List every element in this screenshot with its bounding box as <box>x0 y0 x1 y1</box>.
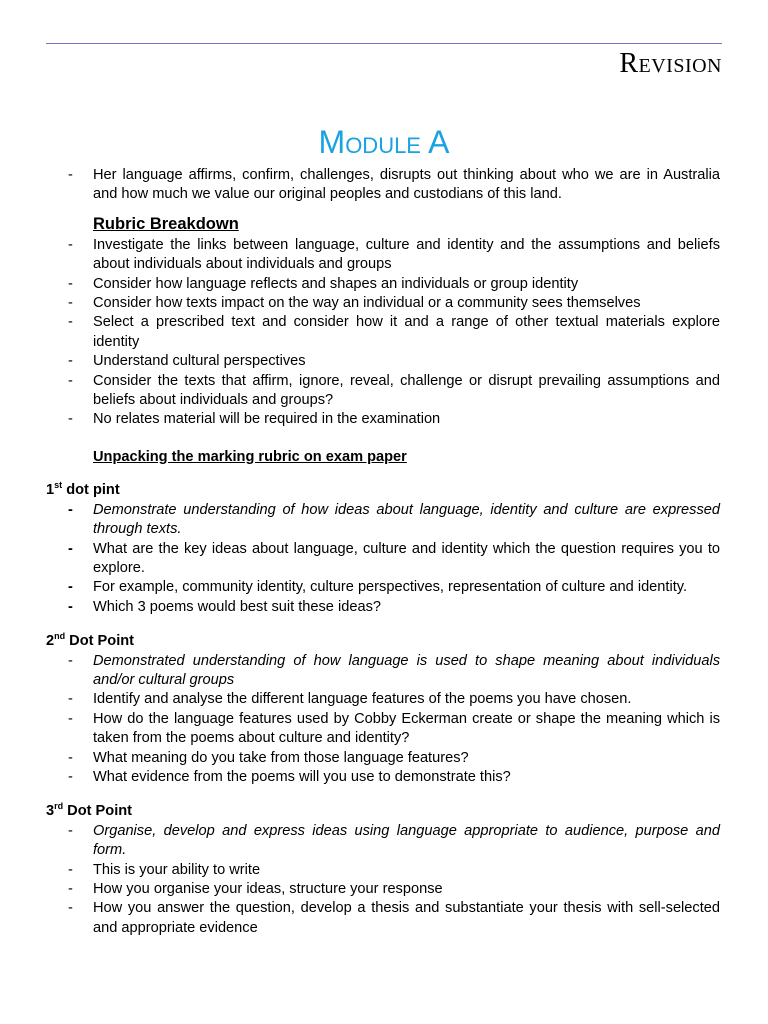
dot-point-1-heading: 1st dot pint <box>46 480 120 499</box>
bullet-dash: - <box>68 275 73 292</box>
bullet-dash: - <box>68 579 73 596</box>
list-item: - Demonstrated understanding of how language is used to shape meaning about individuals and/or cultural groups <box>68 652 720 688</box>
list-item: - Demonstrate understanding of how ideas about language, identity and culture are expressed through texts. <box>68 501 720 538</box>
list-item: - Investigate the links between language, culture and identity and the assumptions and beliefs about individuals about individuals and groups <box>68 236 720 273</box>
bullet-dash: - <box>68 691 73 708</box>
intro-list <box>46 166 720 205</box>
document-body <box>46 166 720 938</box>
bullet-dash: - <box>68 710 73 727</box>
bullet-dash: - <box>68 353 73 370</box>
rubric-heading: Rubric Breakdown <box>93 214 239 233</box>
dot-point-1-list <box>46 501 720 617</box>
bullet-dash: - <box>68 900 73 917</box>
list-item: - Consider how texts impact on the way an individual or a community sees themselves <box>46 294 720 313</box>
list-item: - What are the key ideas about language, culture and identity which the question requires you to explore. <box>68 540 720 576</box>
bullet-dash: - <box>68 861 73 878</box>
header-title: Revision <box>619 48 722 79</box>
list-item: - What meaning do you take from those language features? <box>46 749 720 768</box>
bullet-dash: - <box>68 598 73 615</box>
bullet-dash: - <box>68 822 73 839</box>
list-item: - Which 3 poems would best suit these ideas? <box>46 598 720 617</box>
list-item: - Organise, develop and express ideas using language appropriate to audience, purpose and form. <box>68 822 720 859</box>
list-item: - How you organise your ideas, structure your response <box>46 880 720 899</box>
list-item: - How you answer the question, develop a thesis and substantiate your thesis with sell-selected and appropriate evidence <box>68 900 720 936</box>
unpacking-heading: Unpacking the marking rubric on exam paper <box>93 448 407 465</box>
bullet-dash: - <box>68 167 73 183</box>
list-item: - This is your ability to write <box>46 861 720 880</box>
list-item: - No relates material will be required in the examination <box>46 410 720 429</box>
list-item: - Her language affirms, confirm, challenges, disrupts out thinking about who we are in Australia and how much we value our original peoples and custodians of this land. <box>68 167 720 203</box>
dot-point-2-heading: 2nd Dot Point <box>46 631 135 650</box>
list-item: - What evidence from the poems will you use to demonstrate this? <box>46 768 720 787</box>
bullet-dash: - <box>68 881 73 897</box>
dot-point-3-list <box>46 822 720 938</box>
bullet-dash: - <box>68 372 73 389</box>
header-rule <box>46 43 722 44</box>
list-item: - Identify and analyse the different language features of the poems you have chosen. <box>46 690 720 709</box>
bullet-dash: - <box>68 314 73 331</box>
bullet-dash: - <box>68 768 73 785</box>
bullet-dash: - <box>68 501 73 518</box>
rubric-list <box>46 236 720 430</box>
bullet-dash: - <box>68 295 73 312</box>
bullet-dash: - <box>68 749 73 766</box>
list-item: - Consider how language reflects and shapes an individuals or group identity <box>46 275 720 294</box>
list-item: - Understand cultural perspectives <box>46 352 720 371</box>
list-item: - How do the language features used by Cobby Eckerman create or shape the meaning which is taken from the poems about culture and identity? <box>68 710 720 747</box>
list-item: - For example, community identity, culture perspectives, representation of culture and identity. <box>46 578 720 597</box>
bullet-dash: - <box>68 652 73 669</box>
bullet-dash: - <box>68 411 73 428</box>
bullet-dash: - <box>68 540 73 557</box>
list-item: - Select a prescribed text and consider how it and a range of other textual materials explore identity <box>68 314 720 350</box>
bullet-dash: - <box>68 236 73 253</box>
list-item: - Consider the texts that affirm, ignore, reveal, challenge or disrupt prevailing assumptions and beliefs about individuals and groups? <box>68 372 720 409</box>
dot-point-2-list <box>46 652 720 788</box>
dot-point-3-heading: 3rd Dot Point <box>46 801 133 820</box>
module-title: Module A <box>318 124 450 160</box>
